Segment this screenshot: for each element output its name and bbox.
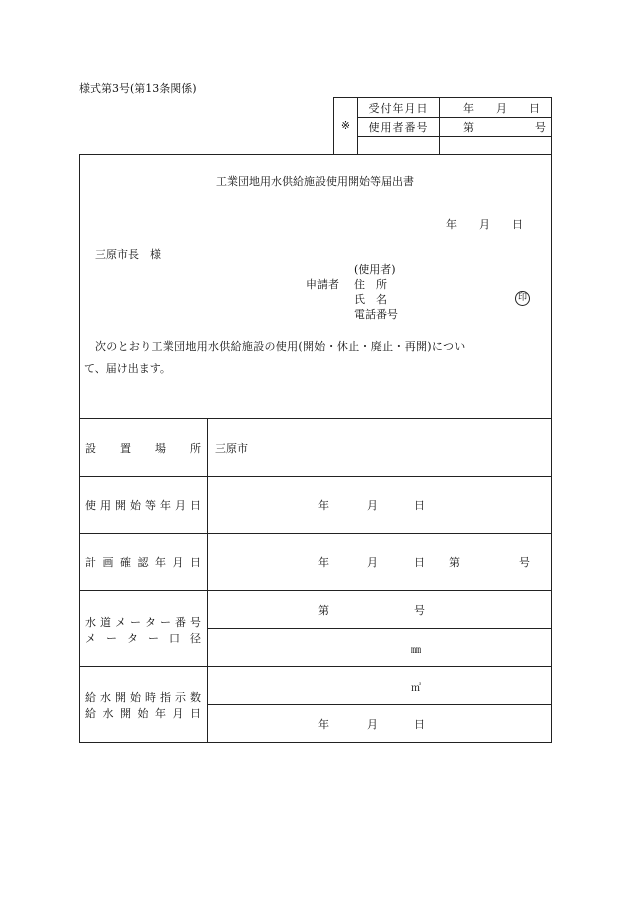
meter-number-label: 水 道 メ ー タ ー 番 号 — [85, 616, 201, 629]
form-number-label: 様式第3号(第13条関係) — [79, 82, 197, 95]
address-label: 住 所 — [354, 278, 387, 291]
user-note: (使用者) — [354, 263, 396, 276]
start-date-year: 年 — [318, 499, 329, 512]
reading-unit: ㎥ — [411, 683, 421, 694]
plan-date-month: 月 — [367, 556, 378, 569]
phone-label: 電話番号 — [354, 308, 398, 321]
user-number-prefix: 第 — [463, 121, 474, 134]
user-number-label: 使用者番号 — [368, 121, 429, 134]
received-date-label: 受付年月日 — [368, 102, 429, 115]
addressee: 三原市長 様 — [95, 248, 161, 261]
location-value: 三原市 — [215, 442, 248, 455]
supply-date-day: 日 — [414, 718, 425, 731]
submission-date: 年 月 日 — [446, 218, 523, 231]
plan-date-year: 年 — [318, 556, 329, 569]
plan-number-prefix: 第 — [449, 556, 460, 569]
plan-date-label: 計 画 確 認 年 月 日 — [85, 556, 201, 569]
received-date-value: 年 月 日 — [463, 102, 540, 115]
start-date-month: 月 — [367, 499, 378, 512]
meter-number-prefix: 第 — [318, 604, 329, 617]
bore-unit: ㎜ — [411, 645, 421, 656]
location-label: 設 置 場 所 — [85, 442, 201, 455]
user-number-suffix: 号 — [535, 121, 546, 134]
start-date-day: 日 — [414, 499, 425, 512]
supply-date-year: 年 — [318, 718, 329, 731]
plan-number-suffix: 号 — [519, 556, 530, 569]
form-title: 工業団地用水供給施設使用開始等届出書 — [216, 175, 414, 188]
supply-reading-label: 給 水 開 始 時 指 示 数 — [85, 691, 201, 704]
statement-line-1: 次のとおり工業団地用水供給施設の使用(開始・休止・廃止・再開)につい — [95, 340, 466, 353]
plan-date-day: 日 — [414, 556, 425, 569]
supply-date-label: 給 水 開 始 年 月 日 — [85, 707, 201, 720]
supply-date-month: 月 — [367, 718, 378, 731]
meter-bore-label: メ ー タ ー 口 径 — [85, 632, 201, 645]
statement-line-2: て、届け出ます。 — [84, 362, 171, 375]
meter-number-suffix: 号 — [414, 604, 425, 617]
start-date-label: 使 用 開 始 等 年 月 日 — [85, 499, 201, 512]
seal-icon: 印 — [515, 291, 530, 306]
name-label: 氏 名 — [354, 293, 387, 306]
office-use-mark: ※ — [340, 119, 351, 132]
applicant-label: 申請者 — [306, 278, 339, 291]
